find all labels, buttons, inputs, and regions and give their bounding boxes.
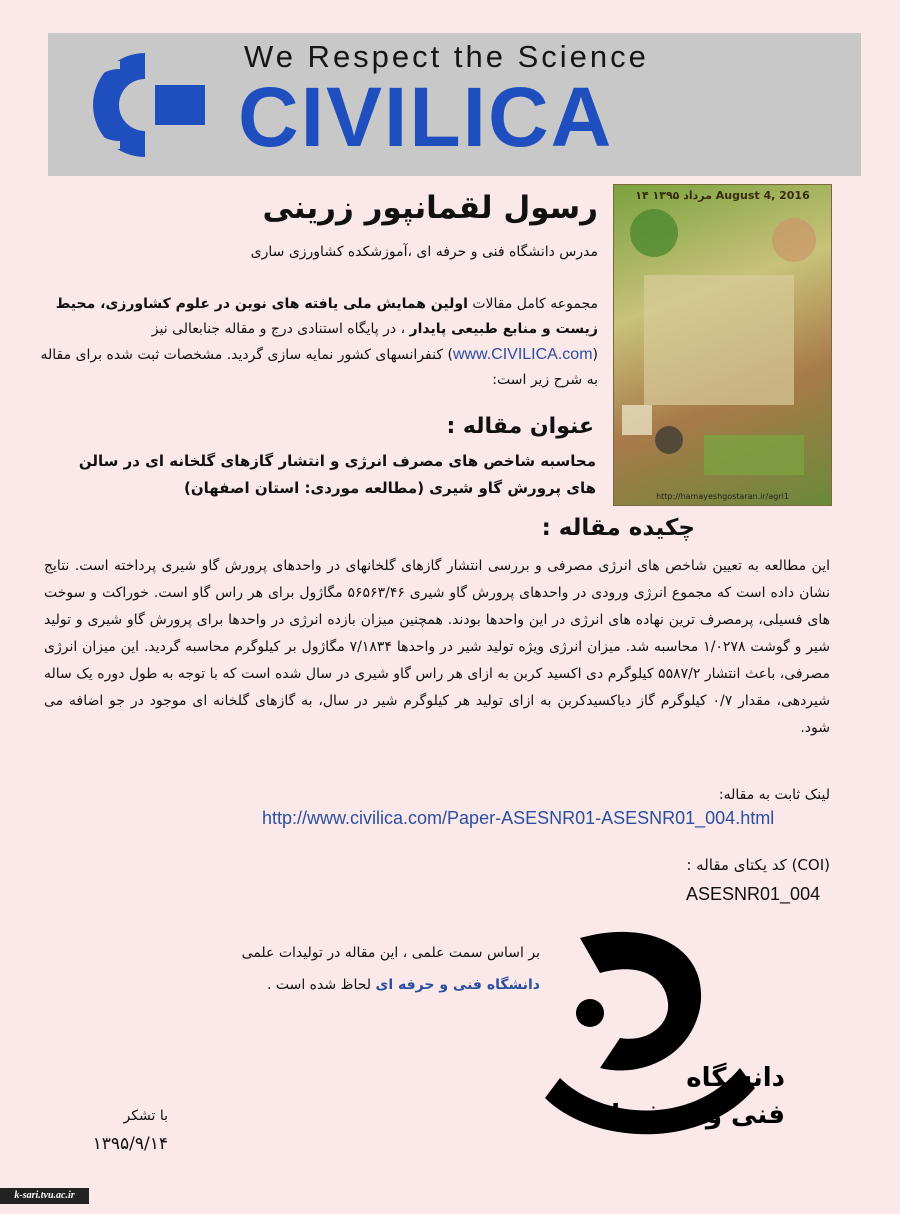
intro-part2: ، در پایگاه استنادی درج و مقاله جنابعالی نیز (	[151, 321, 598, 363]
credit-line2	[242, 969, 540, 1001]
article-title: محاسبه شاخص های مصرف انرژی و انتشار گازهای گلخانه ای در سالن های پرورش گاو شیری (مطالعه موردی: استان اصفهان)	[78, 452, 596, 497]
poster-site: http://hamayeshgostaran.ir/agri1	[656, 492, 789, 501]
footer-site-tag[interactable]: k-sari.tvu.ac.ir	[0, 1188, 89, 1204]
intro-paragraph	[38, 292, 598, 393]
paper-link[interactable]: http://www.civilica.com/Paper-ASESNR01-ASESNR01_004.html	[262, 808, 775, 828]
emblem-text1: دانشگاه	[686, 1063, 785, 1093]
conference-poster-image	[613, 184, 832, 506]
author-position: مدرس دانشگاه فنی و حرفه ای ،آموزشکده کشاورزی ساری	[250, 244, 598, 260]
university-emblem-icon	[540, 918, 800, 1148]
intro-part1: مجموعه کامل مقالات	[467, 296, 598, 312]
author-name: رسول لقمانپور زرینی	[262, 190, 598, 226]
abstract-label: چکیده مقاله :	[541, 515, 695, 541]
date-text: ۱۳۹۵/۹/۱۴	[92, 1134, 168, 1154]
credit-line1: بر اساس سمت علمی ، این مقاله در تولیدات علمی	[241, 945, 540, 961]
title-label: عنوان مقاله :	[446, 414, 594, 439]
brand-name: CIVILICA	[238, 70, 614, 164]
civilica-header	[48, 33, 861, 176]
credit-line2-suffix: لحاظ شده است .	[266, 977, 376, 993]
university-name: دانشگاه فنی و حرفه ای	[375, 977, 540, 993]
conference-name: اولین همایش ملی یافته های نوین در علوم کشاورزی، محیط زیست و منابع طبیعی پایدار	[55, 296, 598, 337]
poster-dates: ۱۴ مرداد ۱۳۹۵ August 4, 2016	[635, 189, 810, 202]
coi-label: (COI) کد یکتای مقاله :	[686, 856, 830, 874]
civilica-site-link[interactable]: www.CIVILICA.com	[452, 346, 593, 363]
abstract-text: این مطالعه به تعیین شاخص های انرژی مصرفی و بررسی انتشار گازهای گلخانهای در واحدهای پرورش گاو شیری پرداخته است. نتایج نشان داده است که مجموع انرژی ورودی در واحدهای پرورش گاو شیری ۵۶۵۶۳/۴۶ مگاژول برای هر راس گاو است. خوراکت و سوخت های فسیلی، پرمصرف ترین نهاده های انرژی در این واحدها بودند. همچنین میزان بازده انرژی در واحدها برای پرورش گاو شیری و تولید شیر و گوشت ۱/۰۲۷۸ محاسبه شد. میزان انرژی ویژه تولید شیر در واحدها ۷/۱۸۳۴ مگاژول بر کیلوگرم محاسبه گردید. این میزان انرژی مصرفی، باعث انتشار ۵۵۸۷/۲ کیلوگرم دی اکسید کربن به ازای هر راس گاو شیری در سال شده است که با توجه به طول دوره یک ساله شیردهی، مقدار ۰/۷ کیلوگرم گاز دیاکسیدکربن به ازای تولید هر کیلوگرم شیر در سال، به گازهای گلخانه ای موجود در جو اضافه می شود.	[44, 558, 830, 736]
link-label: لینک ثابت به مقاله:	[718, 787, 830, 803]
coi-value: ASESNR01_004	[686, 884, 821, 904]
thanks-text: با تشکر	[123, 1108, 168, 1124]
emblem-text2: فنی و حرفه ای	[587, 1100, 785, 1130]
poster-artwork-icon	[614, 185, 831, 505]
civilica-logo-icon	[60, 45, 230, 165]
credit-statement	[242, 937, 540, 1001]
intro-part3: ) کنفرانسهای کشور نمایه سازی گردید. مشخصات ثبت شده برای مقاله به شرح زیر است:	[40, 347, 598, 388]
slogan-text: We Respect the Science	[244, 39, 649, 74]
